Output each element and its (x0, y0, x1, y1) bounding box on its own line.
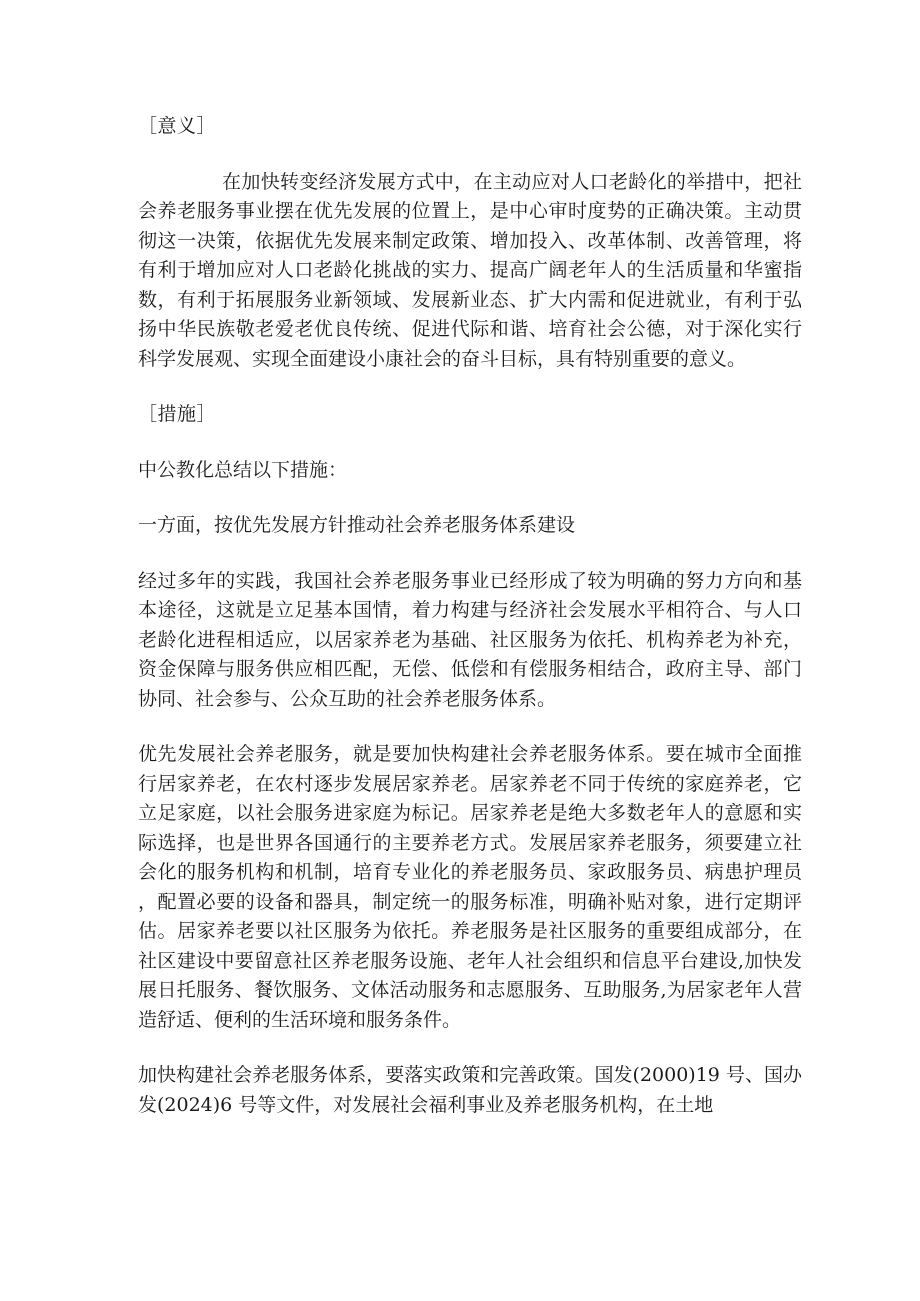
paragraph-practice: 经过多年的实践，我国社会养老服务事业已经形成了较为明确的努力方向和基本途径，这就是立足基本国情，着力构建与经济社会发展水平相符合、与人口老龄化进程相适应，以居家养老为基础、社区服务为依托、机构养老为补充，资金保障与服务供应相匹配，无偿、低偿和有偿服务相结合，政府主导、部门协同、社会参与、公众互助的社会养老服务体系。 (138, 569, 802, 710)
text-column (138, 112, 802, 1120)
paragraph-policy: 加快构建社会养老服务体系，要落实政策和完善政策。国发(2000)19 号、国办发(2024)6 号等文件，对发展社会福利事业及养老服务机构，在土地 (138, 1064, 802, 1116)
section-heading-measures: ［措施］ (138, 403, 217, 425)
paragraph-significance: 在加快转变经济发展方式中，在主动应对人口老龄化的举措中，把社会养老服务事业摆在优先发展的位置上，是中心审时度势的正确决策。主动贯彻这一决策，依据优先发展来制定政策、增加投入、改革体制、改善管理，将有利于增加应对人口老龄化挑战的实力、提高广阔老年人的生活质量和华蜜指数，有利于拓展服务业新领域、发展新业态、扩大内需和促进就业，有利于弘扬中华民族敬老爱老优良传统、促进代际和谐、培育社会公德，对于深化实行科学发展观、实现全面建设小康社会的奋斗目标，具有特别重要的意义。 (138, 170, 802, 370)
paragraph-priority: 优先发展社会养老服务，就是要加快构建社会养老服务体系。要在城市全面推行居家养老，在农村逐步发展居家养老。居家养老不同于传统的家庭养老，它立足家庭，以社会服务进家庭为标记。居家养老是绝大多数老年人的意愿和实际选择，也是世界各国通行的主要养老方式。发展居家养老服务，须要建立社会化的服务机构和机制，培育专业化的养老服务员、家政服务员、病患护理员，配置必要的设备和器具，制定统一的服务标准，明确补贴对象，进行定期评估。居家养老要以社区服务为依托。养老服务是社区服务的重要组成部分，在社区建设中要留意社区养老服务设施、老年人社会组织和信息平台建设,加快发展日托服务、餐饮服务、文体活动服务和志愿服务、互助服务,为居家老年人营造舒适、便利的生活环境和服务条件。 (138, 743, 802, 1031)
section-heading-significance: ［意义］ (138, 115, 217, 137)
intro-line: 中公教化总结以下措施： (138, 458, 348, 481)
subheading-first-aspect: 一方面，按优先发展方针推动社会养老服务体系建设 (138, 514, 576, 536)
